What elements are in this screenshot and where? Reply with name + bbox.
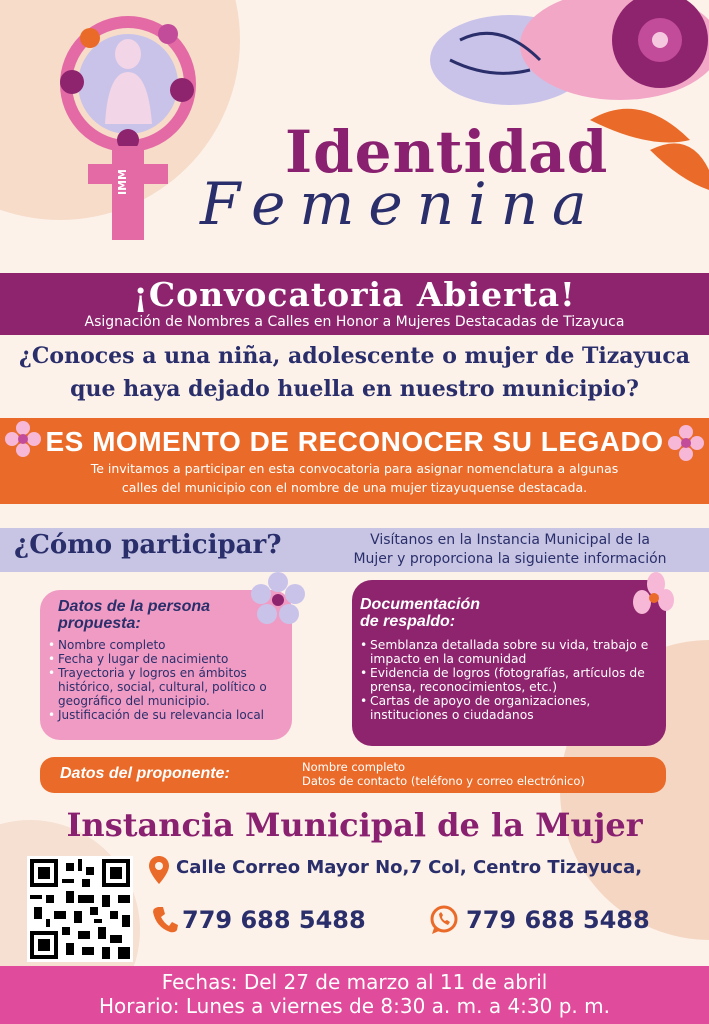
banner-convocatoria <box>0 273 709 335</box>
hours-text: Horario: Lunes a viernes de 8:30 a. m. a 4:30 p. m. <box>99 994 610 1018</box>
list-item: • Evidencia de logros (fotografías, artículos de prensa, reconocimientos, etc.) <box>360 666 660 694</box>
phone-number[interactable]: 779 688 5488 <box>182 906 366 934</box>
how-visit-text <box>320 531 700 569</box>
question-line-2: que haya dejado huella en nuestro municipio? <box>70 376 639 402</box>
flower-icon <box>4 420 42 458</box>
documents-title <box>360 596 480 630</box>
banner-title: ¡Convocatoria Abierta! <box>133 275 576 314</box>
location-pin-icon <box>148 855 170 885</box>
venus-symbol-icon <box>50 12 210 244</box>
logo-text: IMM <box>116 169 129 195</box>
legacy-line-2: calles del municipio con el nombre de una mujer tizayuquense destacada. <box>121 480 588 495</box>
how-title: ¿Cómo participar? <box>14 530 282 560</box>
phone-icon <box>152 905 178 933</box>
list-item: • Justificación de su relevancia local <box>48 708 288 722</box>
proposed-title-line-1: Datos de la persona <box>58 598 211 615</box>
proponent-line-1: Nombre completo <box>302 760 406 774</box>
flower-icon <box>667 424 705 462</box>
dates-text: Fechas: Del 27 de marzo al 11 de abril <box>161 970 548 994</box>
documents-list <box>360 638 660 722</box>
title-femenina: Femenina <box>200 170 601 238</box>
list-item: • Cartas de apoyo de organizaciones, instituciones o ciudadanos <box>360 694 660 722</box>
legacy-title: ES MOMENTO DE RECONOCER SU LEGADO <box>45 426 664 457</box>
proponent-line-2: Datos de contacto (teléfono y correo electrónico) <box>302 774 585 788</box>
question-line-1: ¿Conoces a una niña, adolescente o mujer de Tizayuca <box>19 343 690 369</box>
list-item: • Nombre completo <box>48 638 288 652</box>
title-identidad: Identidad <box>285 118 609 186</box>
qr-code-icon[interactable] <box>27 856 133 962</box>
flower-icon <box>250 572 306 628</box>
banner-subtitle: Asignación de Nombres a Calles en Honor a Mujeres Destacadas de Tizayuca <box>84 314 625 330</box>
list-item: • Semblanza detallada sobre su vida, trabajo e impacto en la comunidad <box>360 638 660 666</box>
list-item: • Fecha y lugar de nacimiento <box>48 652 288 666</box>
legacy-line-1: Te invitamos a participar en esta convocatoria para asignar nomenclatura a algunas <box>90 461 619 476</box>
proponent-label: Datos del proponente: <box>60 765 230 782</box>
proponent-values <box>302 760 585 788</box>
proposed-list <box>48 638 288 722</box>
proponent-bar <box>40 757 666 793</box>
how-visit-line-2: Mujer y proporciona la siguiente información <box>353 551 667 567</box>
documents-title-line-2: de respaldo: <box>360 613 456 630</box>
list-item: • Trayectoria y logros en ámbitos histórico, social, cultural, político o geográfico del municipio. <box>48 666 288 708</box>
legacy-band <box>0 418 709 504</box>
whatsapp-icon <box>428 904 460 936</box>
institution-name: Instancia Municipal de la Mujer <box>66 806 643 844</box>
documents-card <box>352 580 666 746</box>
proposed-title <box>58 598 210 632</box>
question-text <box>0 340 709 406</box>
documents-title-line-1: Documentación <box>360 596 481 613</box>
schedule-band <box>0 966 709 1024</box>
flower-icon <box>626 572 674 624</box>
address-text: Calle Correo Mayor No,7 Col, Centro Tizayuca, <box>176 857 643 878</box>
how-visit-line-1: Visítanos en la Instancia Municipal de la <box>370 532 650 548</box>
proposed-title-line-2: propuesta: <box>58 615 141 632</box>
whatsapp-number[interactable]: 779 688 5488 <box>466 906 650 934</box>
